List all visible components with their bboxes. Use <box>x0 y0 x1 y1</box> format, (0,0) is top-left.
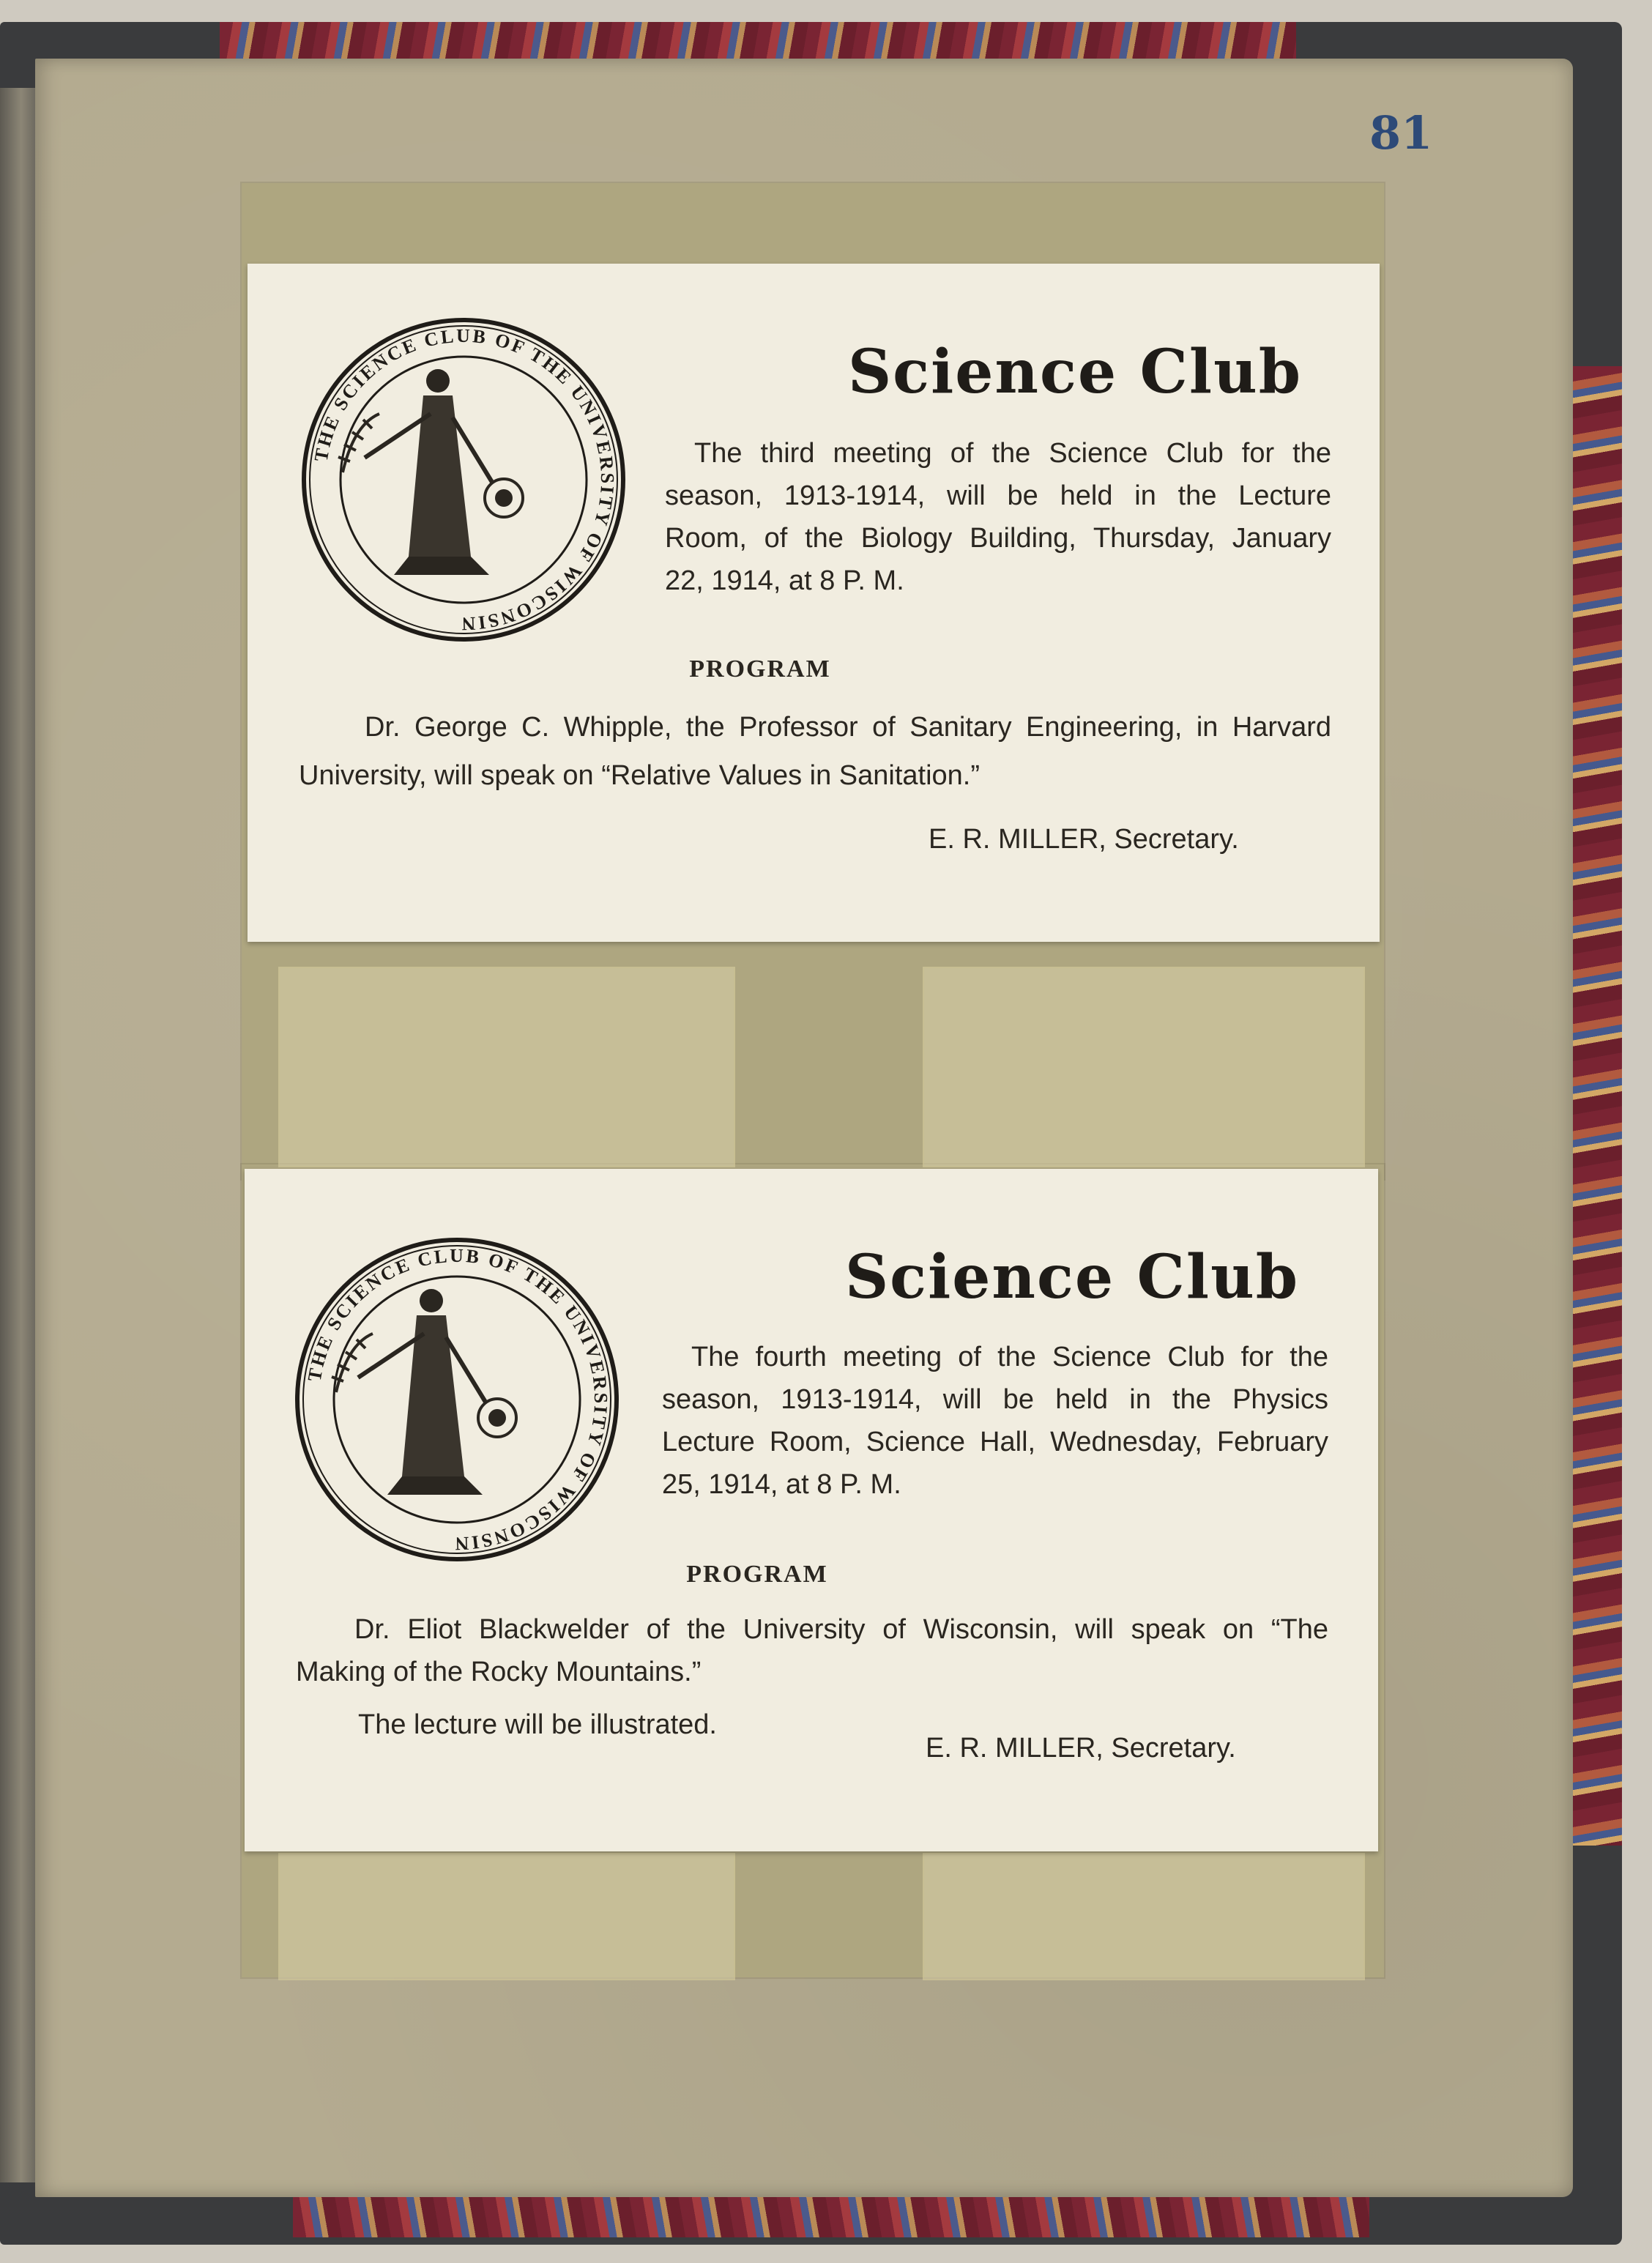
program-details-line: Dr. George C. Whipple, the Professor of Sanitary Engineering, in Harvard <box>365 712 1331 743</box>
svg-text:THE SCIENCE CLUB OF THE UNIVER <box>310 325 618 634</box>
program-details <box>296 1608 1328 1693</box>
page-number: 81 <box>1369 106 1433 160</box>
svg-text:THE SCIENCE CLUB OF THE UNIVER <box>304 1245 611 1554</box>
meeting-details-line: Room, of the Biology Building, Thursday, January <box>665 523 1331 554</box>
lecture-note: The lecture will be illustrated. <box>358 1709 717 1740</box>
announcement-card <box>248 264 1380 942</box>
marbled-edge-right <box>1567 366 1622 1846</box>
tape-strip <box>278 967 735 1167</box>
program-heading: PROGRAM <box>689 655 831 683</box>
seal-text: THE SCIENCE CLUB OF THE UNIVERSITY OF WISCONSIN <box>310 324 619 635</box>
program-details-line: Dr. Eliot Blackwelder of the University of Wisconsin, will speak on “The <box>354 1614 1328 1645</box>
meeting-details <box>662 1336 1328 1506</box>
meeting-details-line: 25, 1914, at 8 P. M. <box>662 1469 901 1500</box>
program-heading: PROGRAM <box>686 1561 828 1588</box>
tape-strip <box>278 1853 735 1980</box>
secretary-signature: E. R. MILLER, Secretary. <box>929 824 1239 855</box>
program-details-line: University, will speak on “Relative Values in Sanitation.” <box>299 760 980 791</box>
meeting-details-line: season, 1913-1914, will be held in the Lecture <box>665 480 1331 511</box>
meeting-details-line: Lecture Room, Science Hall, Wednesday, February <box>662 1427 1328 1457</box>
seal-text: THE SCIENCE CLUB OF THE UNIVERSITY OF WISCONSIN <box>303 1244 612 1555</box>
program-details <box>299 703 1331 800</box>
tape-strip <box>923 967 1365 1167</box>
program-details-line: Making of the Rocky Mountains.” <box>296 1657 702 1687</box>
card-title: Science Club <box>847 337 1303 407</box>
meeting-details-line: The third meeting of the Science Club for the <box>694 438 1331 469</box>
book-spine <box>0 88 35 2182</box>
meeting-details-line: season, 1913-1914, will be held in the Physics <box>662 1384 1328 1415</box>
tape-strip <box>923 1853 1365 1980</box>
meeting-details-line: The fourth meeting of the Science Club for the <box>691 1342 1328 1372</box>
meeting-details-line: 22, 1914, at 8 P. M. <box>665 565 904 596</box>
announcement-card <box>245 1169 1378 1851</box>
card-title: Science Club <box>844 1242 1300 1312</box>
university-seal-icon <box>299 315 628 644</box>
meeting-details <box>665 432 1331 602</box>
secretary-signature: E. R. MILLER, Secretary. <box>926 1733 1236 1764</box>
university-seal-icon <box>292 1235 622 1564</box>
